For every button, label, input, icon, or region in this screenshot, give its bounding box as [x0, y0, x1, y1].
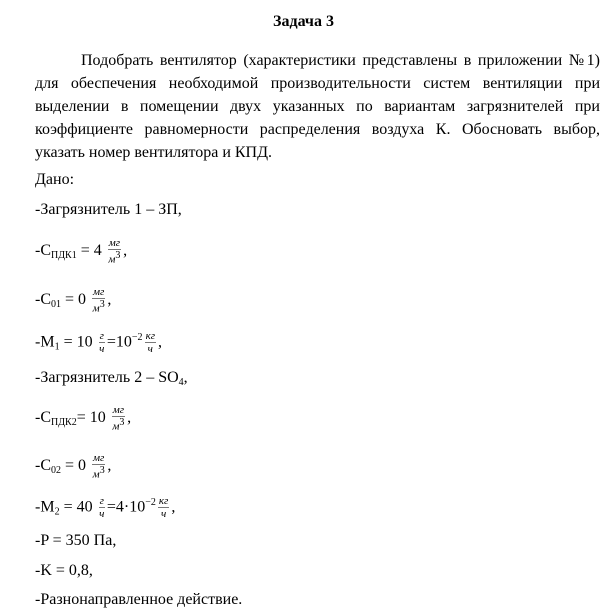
value: = 0 [61, 457, 91, 474]
unit-fraction [145, 330, 156, 355]
denominator [112, 417, 125, 433]
m1-line [35, 329, 162, 356]
action-line: -Разнонаправленное действие. [35, 591, 243, 608]
exponent: 3 [115, 250, 121, 261]
pressure-line: -P = 350 Па, [35, 532, 117, 549]
m2-line [35, 494, 175, 521]
given-label: Дано: [35, 171, 75, 188]
denominator: ч [99, 343, 105, 356]
suffix: , [183, 369, 188, 386]
exponent: −2 [131, 332, 143, 343]
numerator: кг [145, 330, 155, 343]
value: = 0 [61, 291, 91, 308]
pollutant-1: -Загрязнитель 1 – ЗП, [35, 201, 182, 218]
numerator: г [99, 330, 104, 343]
numerator: г [99, 495, 104, 508]
k-line: -K = 0,8, [35, 562, 93, 579]
subscript: ПДК2 [51, 417, 77, 428]
suffix: , [123, 242, 128, 259]
exponent: 3 [99, 465, 105, 476]
subscript: 01 [51, 299, 61, 310]
unit-fraction [92, 452, 105, 481]
unit-fraction [99, 495, 105, 520]
exponent: 3 [99, 299, 105, 310]
text: -Загрязнитель 2 – SO [35, 369, 179, 386]
exponent: 3 [119, 417, 125, 428]
den-text: м [108, 253, 116, 266]
symbol: -C [35, 409, 51, 426]
denominator [92, 465, 105, 481]
subscript: 2 [54, 506, 60, 518]
subscript: ПДК1 [51, 250, 77, 261]
symbol: -C [35, 242, 51, 259]
symbol: -C [35, 457, 51, 474]
denominator: ч [147, 343, 153, 356]
numerator: мг [112, 404, 125, 416]
denominator: ч [99, 508, 105, 521]
suffix: , [171, 498, 176, 516]
c-pdk2-line [35, 404, 131, 433]
unit-fraction [99, 330, 105, 355]
unit-fraction [92, 286, 105, 315]
den-text: м [92, 302, 100, 315]
denominator [92, 299, 105, 315]
numerator: мг [93, 452, 105, 464]
task-title: Задача 3 [273, 13, 334, 30]
symbol: -M [35, 333, 55, 351]
suffix: , [107, 457, 112, 474]
c-pdk1-line [35, 237, 127, 266]
denominator [108, 250, 121, 266]
unit-fraction [108, 237, 121, 266]
c01-line [35, 286, 111, 315]
converted-value: =10 [106, 333, 132, 351]
unit-fraction [158, 495, 169, 520]
subscript: 1 [54, 341, 60, 353]
suffix: , [158, 333, 162, 351]
value: = 10 [59, 333, 97, 351]
den-text: м [92, 468, 100, 481]
task-description: Подобрать вентилятор (характеристики представлены в приложении №1) для обеспечения необходимой производительности систем вентиляции при выделении в помещении двух указанных по вариантам загрязнителей при коэффициенте равномерности распределения воздуха К. Обосновать выбор, указать номер вентилятора и КПД. [35, 52, 600, 161]
converted-value: =4·10 [106, 498, 146, 516]
unit-fraction [112, 404, 125, 433]
value: = 40 [59, 498, 97, 516]
subscript: 4 [178, 377, 184, 388]
symbol: -M [35, 498, 55, 516]
c02-line [35, 452, 111, 481]
numerator: кг [158, 495, 169, 508]
pollutant-2 [35, 369, 188, 392]
value: = 10 [76, 409, 110, 426]
exponent: −2 [145, 497, 156, 508]
suffix: , [127, 409, 132, 426]
denominator: ч [160, 508, 167, 521]
value: = 4 [76, 242, 106, 259]
suffix: , [107, 291, 112, 308]
den-text: м [112, 420, 120, 433]
subscript: 02 [51, 465, 61, 476]
numerator: мг [108, 237, 121, 249]
numerator: мг [93, 286, 105, 298]
symbol: -C [35, 291, 51, 308]
